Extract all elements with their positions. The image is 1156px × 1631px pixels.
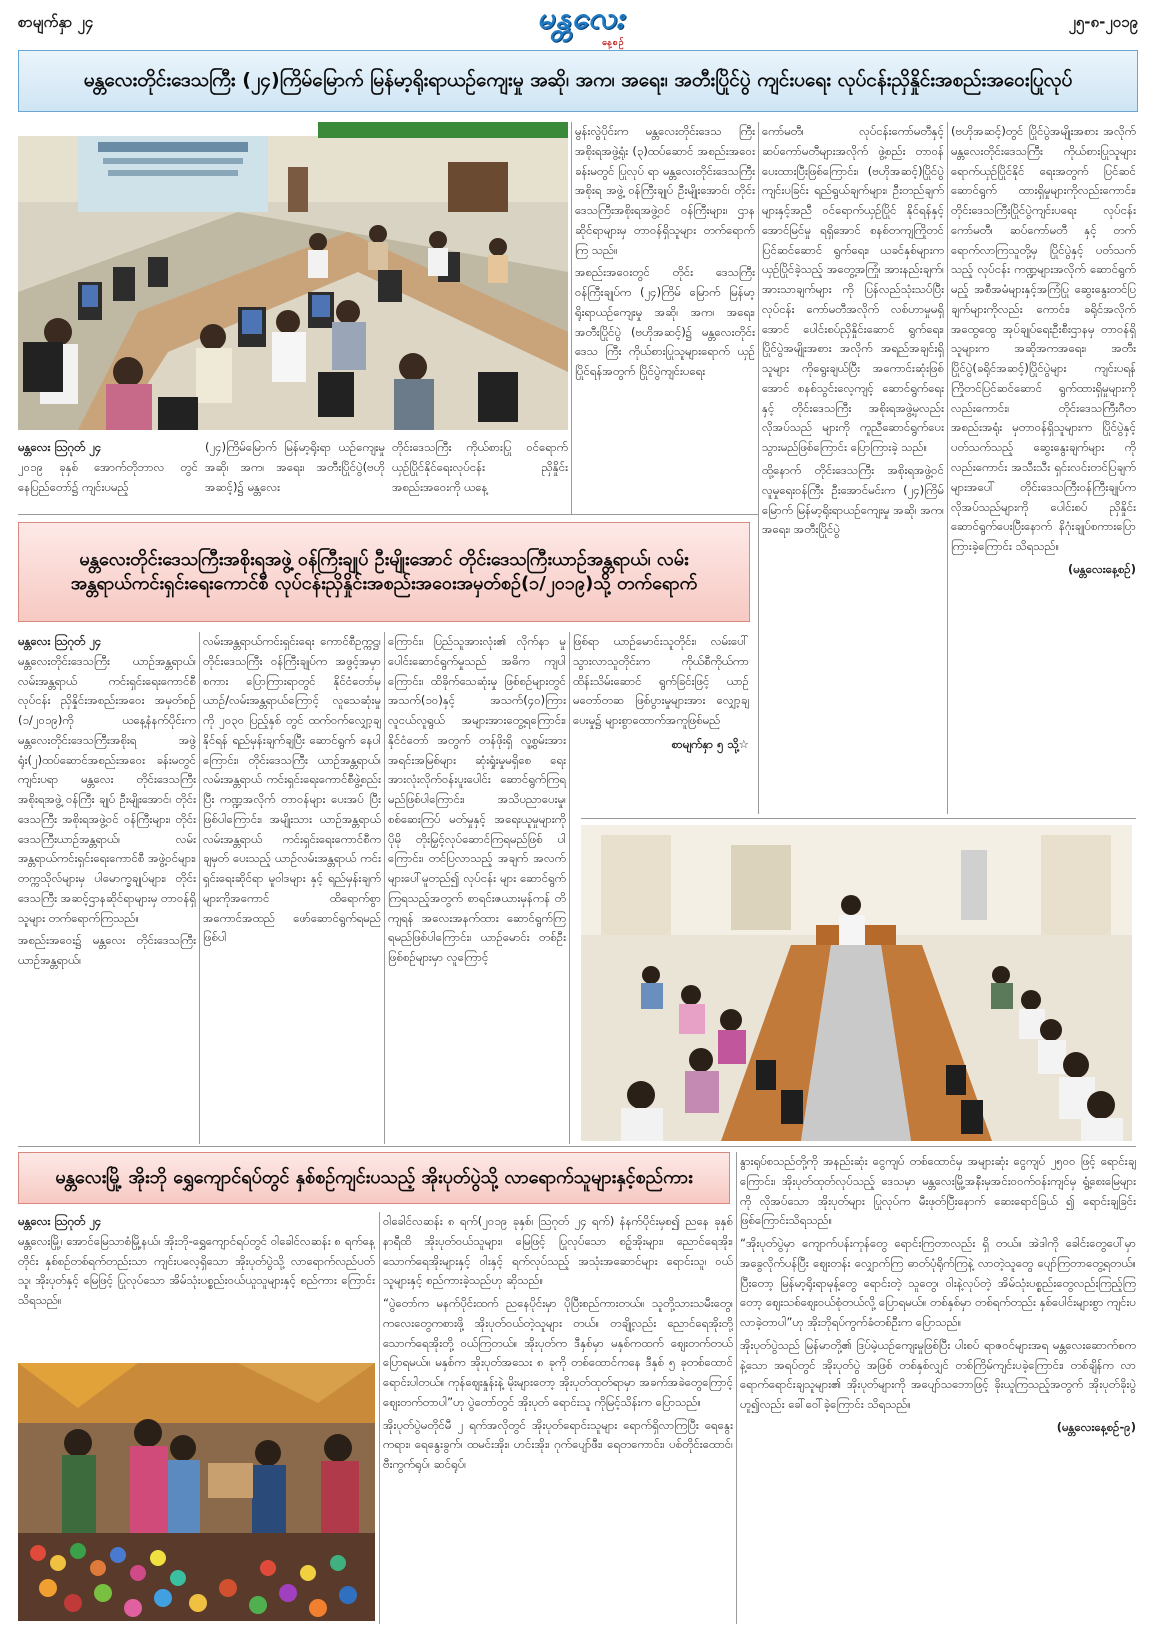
column-rule [569, 632, 570, 1144]
article2-meeting-photo [581, 825, 1132, 1141]
article2-text-2: လမ်းအန္တရာယ်ကင်းရှင်းရေး ကောင်စီဥက္ကဋ္ဌ၊ တိုင်းဒေသကြီး ဝန်ကြီးချုပ်က အဖွင့်အမှာစကား ပြောကြားရာတွင် နိုင်ငံတော်မှ ယာဉ်/လမ်းအန္တရာယ်ကြောင့် လူသေဆုံးမှုကို ၂၀၃၀ ပြည့်နှစ် တွင် ထက်ဝက်လျှော့ချနိုင်ရန် ရည်မှန်းချက်ချပြီး ဆောင်ရွက် နေပါကြောင်း၊ တိုင်းဒေသကြီး ယာဉ်အန္တရာယ်၊ လမ်းအန္တရာယ် ကင်းရှင်းရေးကောင်စီဖွဲ့စည်းပြီး ကဏ္ဍအလိုက် တာဝန်များ ပေးအပ် ပြီးဖြစ်ပါကြောင်း၊ အမျိုးသား ယာဉ်အန္တရာယ် လမ်းအန္တရာယ် ကင်းရှင်းရေးကောင်စီက ချမှတ် ပေးသည့် ယာဉ်လမ်းအန္တရာယ် ကင်း ရှင်းရေးဆိုင်ရာ မူဝါဒများ နှင့် ရည်မှန်းချက်များကိုအကောင် ထိရောက်စွာ အကောင်အထည် ဖော်ဆောင်ရွက်ရမည်ဖြစ်ပါ [203, 634, 381, 945]
article3-text-3a: နွားရုပ်စသည်တို့ကို အနည်းဆုံး ငွေကျပ် တစ်ထောင်မှ အများဆုံး ငွေကျပ် ၂၅၀၀ ဖြင့် ရောင်းချကြောင်း၊ အိုးပုတ်ထုတ်လုပ်သည့် ဒေသမှာ မန္တလေးမြို့အနီးမှအင်းဝဝက်ဝန်းကျင်မှ ရွံ့စေးမြေများကို လိုအပ်သော အိုးပုတ်များ ပြုလုပ်က မီးဖုတ်ပြီးနောက် ဆေးရောင်ခြယ် ၍ ရောင်းချခြင်းဖြစ်ကြောင်းသိရသည်။ [740, 1154, 1136, 1228]
article3-column-3 [740, 1152, 1136, 1624]
issue-date: ၂၅-၈-၂၀၁၉ [1068, 13, 1138, 31]
article2-continued-link[interactable]: စာမျက်နှာ ၅ သို့☆ [671, 736, 749, 751]
article1-column-2 [205, 438, 385, 512]
article1-text-4b: အစည်းအဝေးတွင် တိုင်း ဒေသကြီး ဝန်ကြီးချုပ်က (၂၄)ကြိမ် မြောက် မြန်မာ့ရိုးရာယဉ်ကျေးမှု အဆို၊ အက၊ အရေး၊ အတီးပြိုင်ပွဲ (ဗဟိုအဆင့်)၌ မန္တလေးတိုင်းဒေသ ကြီး ကိုယ်စားပြုသူများရောက် ယှဉ် ပြိုင်ရန်အတွက် ပြိုင်ပွဲကျင်းပရေး [575, 265, 755, 379]
column-rule [384, 632, 385, 1144]
article3-text-2b: “ပွဲတော်က မနက်ပိုင်းထက် ညနေပိုင်းမှာ ပိုပြီးစည်ကားတယ်။ သူတို့သားသမီးတွေ၊ ကလေးတွေကစားဖို့ အိုးပုတ်ဝယ်တဲ့သူများ တယ်။ တချို့လည်း ညောင်ရေအိုးတို့ သောက်ရေအိုးတို့ ဝယ်ကြတယ်။ အိုးပုတ်က ဒီနှစ်မှာ မနှစ်ကထက် ဈေးတက်တယ်ပြောရမယ်။ မနှစ်က အိုးပုတ်အသေး ၈ ခုကို တစ်ထောင်ကနေ ဒီနှစ် ၅ ခုတစ်ထောင် ရောင်းပါတယ်။ ကုန်ဈေးနှုန်းနဲ့ မိုးများတော့ အိုးပုတ်ထုတ်ရာမှာ အခက်အခဲတွေကြောင့် ဈေးတက်တာပါ”ဟု ပွဲတော်တွင် အိုးပုတ် ရောင်းသူ ကိုမြင့်သိန်းက ပြောသည်။ [383, 1296, 733, 1409]
article1-column-1 [18, 438, 198, 512]
article1-column-3 [392, 438, 568, 512]
article2-text-1b: အစည်းအဝေး၌ မန္တလေး တိုင်းဒေသကြီး ယာဉ်အန္တရာယ်၊ [18, 933, 196, 968]
article3-text-2c: အိုးပုတ်ပွဲမတိုင်မီ ၂ ရက်အလိုတွင် အိုးပုတ်ရောင်းသူများ ရောက်ရှိလာကြပြီး ရေနွေးကရား၊ ရေနွေးခွက်၊ ထမင်းအိုး၊ ဟင်းအိုး၊ ဂုက်ပျော်ဖီး၊ ရေတကောင်း၊ ပစ်တိုင်းထောင်၊ ဗီးကွက်ရုပ်၊ ဆင်ရုပ်၊ [383, 1417, 733, 1472]
article3-pottery-market-photo [18, 1363, 375, 1621]
article2-column-4 [573, 632, 749, 820]
article-divider [18, 514, 758, 515]
article3-dateline: မန္တလေး ဩဂုတ် ၂၄ [18, 1214, 102, 1228]
article1-text-3: တိုင်းဒေသကြီး ကိုယ်စားပြု ဝင်ရောက်ယှဉ်ပြိုင်နိုင်ရေးလုပ်ငန်း ညှိနှိုင်းအစည်းအဝေးကို ယနေ့ [392, 440, 568, 494]
article3-text-3b: “အိုးပုတ်ပွဲမှာ ကျောက်ပန်းကုန်တွေ ရောင်းကြတာလည်း ရှိ တယ်။ အဲဒါကို ခေါင်းတွေပေါ်မှာ အခွေလိုက်ပန်ပြီး ဈေးတန်း လျှောက်ကြ ဓာတ်ပုံရိုက်ကြနဲ့ လာတဲ့သူတွေ ပျော်ကြတာတွေ့ရတယ်။ ပြီးတော့ မြန်မာ့ရိုးရာမုန့်တွေ ရောင်းတဲ့ သူတွေ၊ ဝါးနဲ့လုပ်တဲ့ အိမ်သုံးပစ္စည်းတွေလည်းကြည့်ကြတော့ ဈေးသစ်ဈေးဝယ်စုံတယ်လို့ ပြောရမယ်။ တစ်နှစ်မှာ တစ်ရက်တည်း နှစ်ပေါင်းများစွာ ကျင်းပ လာခဲ့တာပါ”ဟု အိုးဘိုရပ်ကွက်ခံတစ်ဦးက ပြောသည်။ [740, 1236, 1136, 1330]
article1-text-6: (ဗဟိုအဆင့်)တွင် ပြိုင်ပွဲအမျိုးအစား အလိုက် မန္တလေးတိုင်းဒေသကြီး ကိုယ်စားပြုသူများရောက်ယှဉ်ပြိုင်နိုင် ရေးအတွက် ပြင်ဆင်ဆောင်ရွက် ထားရှိမှုများကိုလည်းကောင်း၊ တိုင်းဒေသကြီးပြိုင်ပွဲကျင်းပရေး လုပ်ငန်းကော်မတီ၊ ဆပ်ကော်မတီ နှင့် တက်ရောက်လာကြသူတို့မှ ပြိုင်ပွဲနှင့် ပတ်သက်သည့် လုပ်ငန်း ကဏ္ဍများအလိုက် ဆောင်ရွက် မည့် အစီအမံများနှင့်အကြံပြု ဆွေးနွေးတင်ပြချက်များကိုလည်း ကောင်း၊ ခရိုင်အလိုက်အထွေထွေ အုပ်ချုပ်ရေးဦးစီးဌာနမှ တာဝန်ရှိ သူများက အဆိုအကအရေး၊ အတီးပြိုင်ပွဲ(ခရိုင်အဆင့်)ပြိုင်ပွဲများ ကျင်းပရန် ကြိုတင်ပြင်ဆင်ဆောင် ရွက်ထားရှိမှုများကိုလည်းကောင်း၊ တိုင်းဒေသကြီးဂီတအစည်းအရုံး မှတာဝန်ရှိသူများက ပြိုင်ပွဲနှင့် ပတ်သက်သည့် ဆွေးနွေးချက်များ ကိုလည်းကောင်း အသီးသီး ရှင်းလင်းတင်ပြချက်များအပေါ် တိုင်းဒေသကြီးဝန်ကြီးချုပ်က လိုအပ်သည်များကို ပေါင်းစပ် ညှိနှိုင်းဆောင်ရွက်ပေးပြီးနောက် နိဂုံးချုပ်စကားပြောကြားခဲ့ကြောင်း သိရသည်။ [951, 124, 1136, 554]
article1-byline: (မန္တလေးနေ့စဉ်) [1067, 561, 1136, 576]
article3-text-2a: ဝါခေါင်လဆန်း ၈ ရက်(၂၀၁၉ ခုနှစ်၊ ဩဂုတ် ၂၄ ရက်) နံနက်ပိုင်းမှစ၍ ညနေ ခုနှစ်နာရီထိ အိုးပုတ်ဝယ်သူများ၊ မြေဖြင့် ပြုလုပ်သော စဉ့်အိုးများ၊ ညောင်ရေအိုး၊ သောက်ရေအိုးများနှင့် ဝါးနှင့် ရက်လုပ်သည့် အသုံးအဆောင်များ ရောင်းသူ၊ ဝယ်သူများနှင့် စည်ကားခဲ့သည်ဟု ဆိုသည်။ [383, 1214, 733, 1288]
column-rule [199, 632, 200, 1144]
article1-column-5 [762, 122, 944, 814]
article2-text-1a: မန္တလေးတိုင်းဒေသကြီး ယာဉ်အန္တရာယ်၊ လမ်းအန္တရာယ် ကင်းရှင်းရေးကောင်စီ လုပ်ငန်း ညှိနှိုင်းအစည်းအဝေး အမှတ်စဉ် (၁/၂၀၁၉)ကို ယနေ့နံနက်ပိုင်းက မန္တလေးတိုင်းဒေသကြီးအစိုးရ အဖွဲ့ရုံး(၂)ထပ်ဆောင်အစည်းအဝေး ခန်းမတွင် ကျင်းပရာ မန္တလေး တိုင်းဒေသကြီးအစိုးရအဖွဲ့ ဝန်ကြီး ချုပ် ဦးမျိုးအောင်၊ တိုင်းဒေသကြီး အစိုးရအဖွဲ့ဝင် ဝန်ကြီးများ၊ တိုင်း ဒေသကြီးယာဉ်အန္တရာယ်၊ လမ်း အန္တရာယ်ကင်းရှင်းရေးကောင်စီ အဖွဲ့ဝင်များ၊ တက္ကသိုလ်များမှ ပါမောက္ခချုပ်များ၊ တိုင်းဒေသကြီး အဆင့်ဌာနဆိုင်ရာများမှ တာဝန်ရှိ သူများ တက်ရောက်ကြသည်။ [18, 653, 196, 925]
article2-column-2 [203, 632, 381, 1144]
article3-byline: (မန္တလေးနေ့စဉ်-၉) [1056, 1419, 1136, 1434]
article3-column-1 [18, 1212, 375, 1360]
newspaper-logo [537, 0, 625, 50]
logo-text: မန္တလေး [536, 1, 625, 36]
article1-headline: မန္တလေးတိုင်းဒေသကြီး (၂၄)ကြိမ်မြောက် မြန်မာ့ရိုးရာယဉ်ကျေးမှု အဆို၊ အက၊ အရေး၊ အတီးပြိုင်ပွဲ ကျင်းပရေး လုပ်ငန်းညှိနှိုင်းအစည်းအဝေးပြုလုပ် [18, 50, 1138, 112]
article2-headline: မန္တလေးတိုင်းဒေသကြီးအစိုးရအဖွဲ့ ဝန်ကြီးချုပ် ဦးမျိုးအောင် တိုင်းဒေသကြီးယာဉ်အန္တရာယ်၊ လမ်းအန္တရာယ်ကင်းရှင်းရေးကောင်စီ လုပ်ငန်းညှိနှိုင်းအစည်းအဝေးအမှတ်စဉ်(၁/၂၀၁၉)သို့ တက်ရောက် [18, 522, 750, 622]
article2-dateline: မန္တလေး ဩဂုတ် ၂၄ [18, 634, 102, 648]
article2-text-3: ကြောင်း၊ ပြည်သူအားလုံး၏ လိုက်နာ မှုပေါင်းဆောင်ရွက်မှုသည် အဓိက ကျပါကြောင်း၊ ထိခိုက်သေဆုံးမှု ဖြစ်စဉ်များတွင် အသက်(၁၀)နှင့် အသက်(၄၀)ကြား လူငယ်လူရွယ် အများအားတွေ့ရကြောင်း၊ နိုင်ငံတော် အတွက် တန်ဖိုးရှိ လူ့စွမ်းအား အရင်းအမြစ်များ ဆုံးရှုံးမှုမရှိစေ ရေး အားလုံးလိုက်ဝန်းပူးပေါင်း ဆောင်ရွက်ကြရမည်ဖြစ်ပါကြောင်း၊ အသိပညာပေးမှု၊ စစ်ဆေးကြပ် မတ်မှုနှင့် အရေးယူမှုများကို ပိုမို တိုးမြှင့်လုပ်ဆောင်ကြရမည်ဖြစ် ပါကြောင်း၊ တင်ပြလာသည့် အချက် အလက်များပေါ်မူတည်၍ လုပ်ငန်း များ ဆောင်ရွက်ကြရသည့်အတွက် စာရင်းဇယားမှန်ကန် တိကျရန် အလေးအနက်ထား ဆောင်ရွက်ကြ ရမည်ဖြစ်ပါကြောင်း၊ ယာဉ်မောင်း တစ်ဦးဖြစ်စဉ်များမှာ လူကြောင့် [388, 634, 566, 965]
article1-text-1: ၂၀၁၉ ခုနှစ် အောက်တိုဘာလ တွင် နေပြည်တော်၌ ကျင်းပမည့် [18, 459, 198, 494]
article1-column-6 [951, 122, 1136, 814]
article3-column-2 [383, 1212, 733, 1624]
article-divider [581, 818, 1136, 819]
article1-column-4 [575, 122, 755, 514]
page-number: စာမျက်နှာ ၂၄ [18, 13, 94, 31]
column-rule [947, 122, 948, 814]
article1-text-4a: မွန်းလွဲပိုင်းက မန္တလေးတိုင်းဒေသ ကြီးအစိုးရအဖွဲ့ရုံး (၃)ထပ်ဆောင် အစည်းအဝေးခန်းမတွင် ပြုလုပ် ရာ မန္တလေးတိုင်းဒေသကြီးအစိုးရ အဖွဲ့ ဝန်ကြီးချုပ် ဦးမျိုးအောင်၊ တိုင်းဒေသကြီးအစိုးရအဖွဲ့ဝင် ဝန်ကြီးများ၊ ဌာနဆိုင်ရာများမှ တာဝန်ရှိသူများ တက်ရောက်ကြ သည်။ [575, 124, 755, 257]
column-rule [379, 1212, 380, 1624]
article2-column-3 [388, 632, 566, 1144]
article3-text-1: မန္တလေးမြို့၊ အောင်မြေသာစံမြို့နယ်၊ အိုးဘို-ရွှေကျောင်ရပ်တွင် ဝါခေါင်လဆန်း ၈ ရက်နေ့တိုင်း နှစ်စဉ်တစ်ရက်တည်းသာ ကျင်းပလေ့ရှိသော အိုးပုတ်ပွဲသို့ လာရောက်လည်ပတ်သူ၊ အိုးပုတ်နှင့် မြေဖြင့် ပြုလုပ်သော အိမ်သုံးပစ္စည်းဝယ်ယူသူများနှင့် စည်ကား ကြောင်း သိရသည်။ [18, 1233, 375, 1308]
logo-subtext: နေ့စဉ် [602, 38, 625, 48]
article-divider [18, 1146, 1136, 1147]
article3-text-3c: အိုးပုတ်ပွဲသည် မြန်မာတို့၏ ဒြပ်မဲ့ယဉ်ကျေးမှုဖြစ်ပြီး ပါးစပ် ရာဇဝင်များအရ မန္တလေးဆောက်စကနဲ့သော အရပ်တွင် အိုးပုတ်ပွဲ အဖြစ် တစ်နှစ်လျှင် တစ်ကြိမ်ကျင်းပခဲ့ကြောင်း၊ တစ်ချိန်က လာရောက်ရောင်းချသူများ၏ အိုးပုတ်များကို အပျော်သဘောဖြင့် ခိုးယူကြသည့်အတွက် အိုးပုတ်ခိုးပွဲဟူ၍လည်း ခေါ်ဝေါ်ခဲ့ကြောင်း သိရသည်။ [740, 1337, 1136, 1412]
article2-column-1 [18, 632, 196, 1144]
column-rule [571, 122, 572, 514]
article1-text-5a: ကော်မတီ၊ လုပ်ငန်းကော်မတီနှင့် ဆပ်ကော်မတီများအလိုက် ဖွဲ့စည်း တာဝန်ပေးထားပြီးဖြစ်ကြောင်း၊ (ဗဟိုအဆင့်)ပြိုင်ပွဲ ကျင်းပခြင်း ရည်ရွယ်ချက်များ၊ ဦးတည်ချက် များနှင့်အညီ ဝင်ရောက်ယှဉ်ပြိုင် နိုင်ရန်နှင့်အောင်မြင်မှု ရရှိအောင် စနစ်တကျကြိုတင်ပြင်ဆင်ဆောင် ရွက်ရေး၊ ယခင်နှစ်များက ယှဉ်ပြိုင်ခဲ့သည့် အတွေ့အကြုံ၊ အားနည်းချက်၊ အားသာချက်များ ကို ပြန်လည်သုံးသပ်ပြီးလုပ်ငန်း ကော်မတီအလိုက် လစ်ဟာမှုမရှိ အောင် ပေါင်းစပ်ညှိနှိုင်းဆောင် ရွက်ရေး၊ ပြိုင်ပွဲအမျိုးအစား အလိုက် အရည်အချင်းရှိသူများ ကိုရွေးချယ်ပြီး အကောင်းဆုံးဖြစ် အောင် စနစ်သွင်းလေ့ကျင့် ဆောင်ရွက်ရေးနှင့် တိုင်းဒေသကြီး အစိုးရအဖွဲ့မှလည်းလိုအပ်သည် များကို ကူညီဆောင်ရွက်ပေး သွားမည်ဖြစ်ကြောင်း ပြောကြားခဲ့ သည်။ [762, 124, 944, 455]
article3-headline: မန္တလေးမြို့ အိုးဘို ရွှေကျောင်ရပ်တွင် နှစ်စဉ်ကျင်းပသည့် အိုးပုတ်ပွဲသို့ လာရောက်သူများနှင့်စည်ကား [18, 1152, 730, 1204]
article1-dateline: မန္တလေး ဩဂုတ် ၂၄ [18, 440, 102, 454]
article2-text-4: ဖြစ်ရာ ယာဉ်မောင်းသူတိုင်း၊ လမ်းပေါ်သွားလာသူတိုင်းက ကိုယ်စီကိုယ်ကာ ထိန်းသိမ်းဆောင် ရွက်ခြင်းဖြင့် ယာဉ်မတော်တဆ ဖြစ်ပွားမှုများအား လျှော့ချပေးမှု၌ များစွာထောက်အကူဖြစ်မည် [573, 634, 749, 728]
column-rule [736, 1152, 737, 1624]
article1-meeting-photo [18, 122, 568, 430]
column-rule [758, 122, 759, 814]
article1-text-5b: ထို့နောက် တိုင်းဒေသကြီး အစိုးရအဖွဲ့ဝင် လူမှုရေးဝန်ကြီး ဦးအောင်မင်းက (၂၄)ကြိမ်မြောက် မြန်မာ့ရိုးရာယဉ်ကျေးမှု အဆို၊ အက၊ အရေး၊ အတီးပြိုင်ပွဲ [762, 463, 944, 537]
article1-text-2: (၂၄)ကြိမ်မြောက် မြန်မာ့ရိုးရာ ယဉ်ကျေးမှု အဆို၊ အက၊ အရေး၊ အတီးပြိုင်ပွဲ(ဗဟိုအဆင့်)၌ မန္တလေး [205, 440, 385, 494]
masthead [18, 1, 1138, 48]
